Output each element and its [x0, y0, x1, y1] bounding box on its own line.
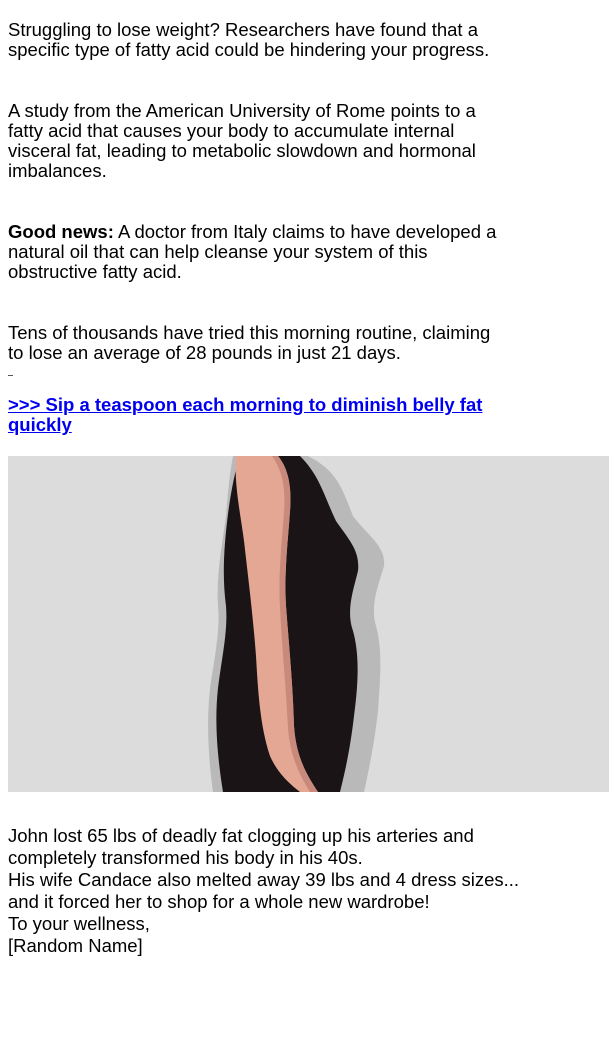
before-after-gif-image[interactable]	[8, 456, 609, 792]
good-news-paragraph	[8, 222, 508, 282]
study-paragraph: A study from the American University of Rome points to a fatty acid that causes your body to accumulate internal visceral fat, leading to metabolic slowdown and hormonal imbalances.	[8, 100, 476, 181]
john-paragraph: John lost 65 lbs of deadly fat clogging up his arteries and completely transformed his body in his 40s.	[8, 825, 474, 868]
email-footer	[8, 825, 528, 957]
signoff: To your wellness,	[8, 913, 150, 934]
good-news-text: A doctor from Italy claims to have developed a natural oil that can help cleanse your system of this obstructive fatty acid.	[8, 221, 497, 282]
email-body	[8, 20, 508, 435]
intro-paragraph: Struggling to lose weight? Researchers have found that a specific type of fatty acid could be hindering your progress.	[8, 19, 490, 60]
cta-link[interactable]: >>> Sip a teaspoon each morning to diminish belly fat quickly	[8, 394, 483, 435]
signature: [Random Name]	[8, 935, 143, 956]
good-news-label: Good news:	[8, 221, 114, 242]
tracking-pixel	[8, 375, 508, 385]
woman-silhouette-illustration	[8, 456, 609, 792]
routine-paragraph: Tens of thousands have tried this morning routine, claiming to lose an average of 28 pounds in just 21 days.	[8, 322, 491, 363]
candace-paragraph: His wife Candace also melted away 39 lbs and 4 dress sizes... and it forced her to shop for a whole new wardrobe!	[8, 869, 520, 912]
